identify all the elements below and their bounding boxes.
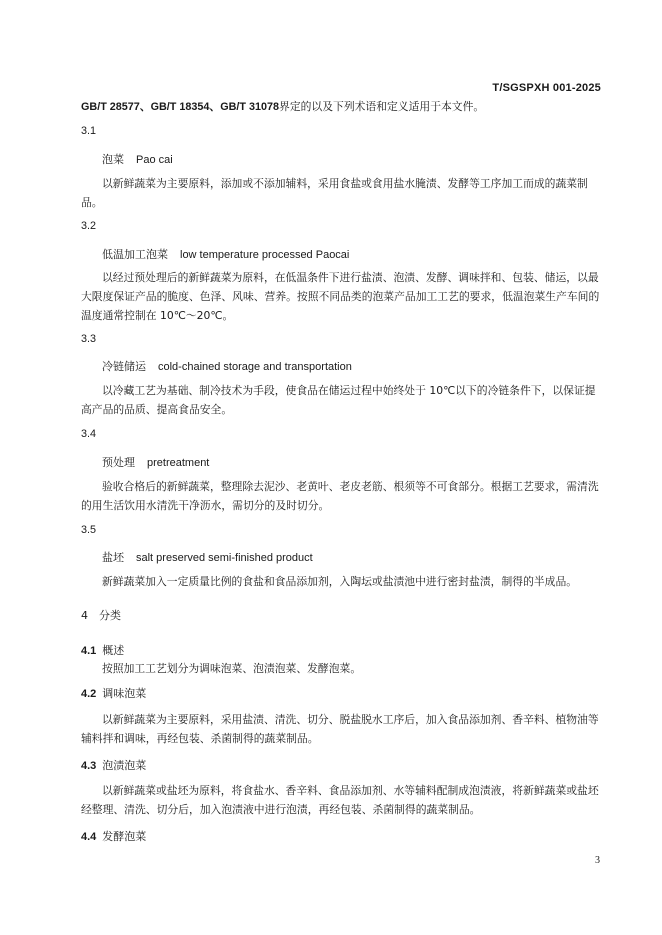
term-definition: 验收合格后的新鲜蔬菜，整理除去泥沙、老黄叶、老皮老筋、根须等不可食部分。根据工艺要求，需清洗的用生活饮用水清洗干净沥水，需切分的及时切分。: [81, 480, 599, 512]
term-heading: [102, 549, 313, 565]
subsection-heading: [81, 757, 146, 773]
term-definition: 以经过预处理后的新鲜蔬菜为原料，在低温条件下进行盐渍、泡渍、发酵、调味拌和、包装、储运，以最大限度保证产品的脆度、色泽、风味、营养。按照不同品类的泡菜产品加工工艺的要求，低温泡菜生产车间的温度通常控制在 10℃～20℃。: [81, 271, 600, 322]
intro-text: 界定的以及下列术语和定义适用于本文件。: [279, 100, 485, 113]
term-heading: [102, 454, 209, 470]
clause-number: 3.2: [81, 220, 97, 232]
subsection-title: 调味泡菜: [102, 687, 147, 700]
subsection-title: 发酵泡菜: [102, 830, 147, 843]
page-number: 3: [595, 855, 600, 866]
subsection-number: 4.1: [81, 645, 97, 657]
term-zh: 低温加工泡菜: [102, 248, 168, 261]
term-en: salt preserved semi-finished product: [136, 552, 313, 564]
term-en: low temperature processed Paocai: [180, 249, 350, 261]
term-zh: 预处理: [102, 456, 135, 469]
subsection-number: 4.3: [81, 760, 97, 772]
subsection-title: 泡渍泡菜: [102, 759, 147, 772]
term-zh: 盐坯: [102, 551, 124, 564]
term-zh: 泡菜: [102, 153, 124, 166]
subsection-text: 以新鲜蔬菜或盐坯为原料，将食盐水、香辛料、食品添加剂、水等辅料配制成泡渍液，将新鲜蔬菜或盐坯经整理、清洗、切分后，加入泡渍液中进行泡渍，再经包装、杀菌制得的蔬菜制品。: [81, 784, 599, 816]
term-en: cold-chained storage and transportation: [158, 361, 352, 373]
intro-standards: GB/T 28577、GB/T 18354、GB/T 31078: [81, 101, 280, 113]
term-heading: [102, 358, 352, 374]
subsection-heading: [81, 685, 146, 701]
term-en: pretreatment: [147, 457, 210, 469]
term-definition: 以新鲜蔬菜为主要原料，添加或不添加辅料，采用食盐或食用盐水腌渍、发酵等工序加工而成的蔬菜制品。: [81, 177, 588, 209]
clause-number: 3.4: [81, 428, 97, 440]
term-definition: 新鲜蔬菜加入一定质量比例的食盐和食品添加剂，入陶坛或盐渍池中进行密封盐渍，制得的半成品。: [102, 575, 578, 588]
term-heading: [102, 246, 349, 262]
subsection-text: 以新鲜蔬菜为主要原料，采用盐渍、清洗、切分、脱盐脱水工序后，加入食品添加剂、香辛料、植物油等辅料拌和调味，再经包装、杀菌制得的蔬菜制品。: [81, 713, 599, 745]
subsection-heading: [81, 642, 124, 658]
section-heading: 4 分类: [81, 609, 121, 622]
clause-number: 3.3: [81, 333, 97, 345]
subsection-number: 4.2: [81, 688, 97, 700]
clause-number: 3.5: [81, 524, 97, 536]
intro-paragraph: [81, 97, 601, 117]
document-code: T/SGSPXH 001-2025: [492, 82, 601, 94]
subsection-title: 概述: [102, 644, 125, 657]
subsection-number: 4.4: [81, 831, 97, 843]
term-definition: 以冷藏工艺为基础、制冷技术为手段，使食品在储运过程中始终处于 10℃以下的冷链条件下，以保证提高产品的品质、提高食品安全。: [81, 384, 596, 416]
subsection-text: 按照加工工艺划分为调味泡菜、泡渍泡菜、发酵泡菜。: [102, 662, 362, 675]
clause-number: 3.1: [81, 125, 97, 137]
subsection-heading: [81, 828, 146, 844]
term-en: Pao cai: [136, 154, 173, 166]
term-zh: 冷链储运: [102, 360, 146, 373]
term-heading: [102, 151, 173, 167]
